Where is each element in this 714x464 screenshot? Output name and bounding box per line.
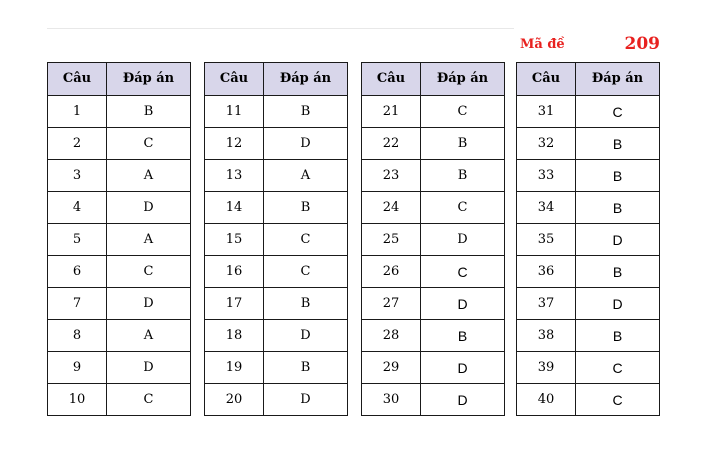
table-row [48, 160, 191, 192]
question-number: 11 [205, 96, 264, 128]
question-number: 26 [362, 256, 421, 288]
answer-letter: A [264, 160, 348, 192]
header-row [362, 63, 505, 96]
table-row [48, 224, 191, 256]
header-row [517, 63, 660, 96]
question-number: 18 [205, 320, 264, 352]
header-question: Câu [205, 63, 264, 96]
header-answer: Đáp án [576, 63, 660, 96]
table-row [48, 128, 191, 160]
header-question: Câu [362, 63, 421, 96]
question-number: 4 [48, 192, 107, 224]
answer-letter: D [264, 320, 348, 352]
table-row [205, 256, 348, 288]
question-number: 33 [517, 160, 576, 192]
answer-letter: D [107, 288, 191, 320]
table-row [517, 128, 660, 160]
table-row [362, 256, 505, 288]
answer-letter: B [264, 288, 348, 320]
answer-letter: B [264, 352, 348, 384]
table-row [205, 224, 348, 256]
table-row [48, 96, 191, 128]
answer-letter: B [421, 160, 505, 192]
table-row [517, 288, 660, 320]
table-row [517, 320, 660, 352]
table-row [48, 256, 191, 288]
answer-letter: B [421, 320, 505, 352]
question-number: 35 [517, 224, 576, 256]
question-number: 9 [48, 352, 107, 384]
header-answer: Đáp án [421, 63, 505, 96]
question-number: 32 [517, 128, 576, 160]
question-number: 2 [48, 128, 107, 160]
answer-letter: B [576, 320, 660, 352]
question-number: 36 [517, 256, 576, 288]
answer-block-4 [516, 62, 660, 416]
header-answer: Đáp án [107, 63, 191, 96]
table-row [48, 192, 191, 224]
table-row [205, 96, 348, 128]
table-row [362, 96, 505, 128]
answer-letter: D [421, 384, 505, 416]
table-row [205, 288, 348, 320]
question-number: 40 [517, 384, 576, 416]
question-number: 22 [362, 128, 421, 160]
answer-block-1 [47, 62, 191, 416]
table-row [517, 160, 660, 192]
question-number: 12 [205, 128, 264, 160]
question-number: 3 [48, 160, 107, 192]
table-row [48, 384, 191, 416]
table-row [362, 288, 505, 320]
table-row [517, 96, 660, 128]
question-number: 7 [48, 288, 107, 320]
question-number: 13 [205, 160, 264, 192]
answer-letter: A [107, 320, 191, 352]
question-number: 14 [205, 192, 264, 224]
table-row [205, 320, 348, 352]
table-row [362, 352, 505, 384]
answer-block-3 [361, 62, 505, 416]
answer-letter: C [264, 256, 348, 288]
answer-block-2 [204, 62, 348, 416]
table-row [362, 384, 505, 416]
exam-code-value: 209 [624, 34, 660, 54]
question-number: 16 [205, 256, 264, 288]
table-row [362, 160, 505, 192]
table-row [517, 352, 660, 384]
sheet-top-border [47, 28, 514, 29]
table-row [517, 384, 660, 416]
answer-letter: D [576, 224, 660, 256]
answer-letter: D [421, 224, 505, 256]
answer-letter: D [264, 384, 348, 416]
header-answer: Đáp án [264, 63, 348, 96]
question-number: 38 [517, 320, 576, 352]
answer-letter: D [421, 352, 505, 384]
answer-letter: C [421, 192, 505, 224]
table-row [205, 192, 348, 224]
table-row [205, 128, 348, 160]
table-row [362, 224, 505, 256]
table-row [517, 256, 660, 288]
question-number: 8 [48, 320, 107, 352]
answer-letter: C [576, 96, 660, 128]
table-row [362, 192, 505, 224]
question-number: 31 [517, 96, 576, 128]
question-number: 6 [48, 256, 107, 288]
answer-letter: D [421, 288, 505, 320]
answer-letter: C [421, 256, 505, 288]
question-number: 29 [362, 352, 421, 384]
question-number: 23 [362, 160, 421, 192]
answer-letter: B [107, 96, 191, 128]
question-number: 19 [205, 352, 264, 384]
answer-letter: B [264, 96, 348, 128]
question-number: 30 [362, 384, 421, 416]
answer-letter: A [107, 160, 191, 192]
table-row [362, 128, 505, 160]
table-row [48, 288, 191, 320]
question-number: 21 [362, 96, 421, 128]
question-number: 24 [362, 192, 421, 224]
question-number: 27 [362, 288, 421, 320]
answer-letter: B [576, 192, 660, 224]
answer-letter: A [107, 224, 191, 256]
answer-letter: C [576, 352, 660, 384]
question-number: 39 [517, 352, 576, 384]
question-number: 10 [48, 384, 107, 416]
answer-letter: B [576, 160, 660, 192]
answer-letter: C [107, 256, 191, 288]
question-number: 20 [205, 384, 264, 416]
question-number: 37 [517, 288, 576, 320]
question-number: 28 [362, 320, 421, 352]
question-number: 17 [205, 288, 264, 320]
question-number: 5 [48, 224, 107, 256]
answer-letter: C [107, 128, 191, 160]
table-row [517, 224, 660, 256]
exam-code-label: Mã đề [520, 37, 565, 52]
answer-letter: B [421, 128, 505, 160]
header-row [48, 63, 191, 96]
table-row [517, 192, 660, 224]
answer-letter: D [264, 128, 348, 160]
header-question: Câu [48, 63, 107, 96]
answer-letter: C [576, 384, 660, 416]
answer-letter: D [576, 288, 660, 320]
table-row [205, 160, 348, 192]
table-row [205, 352, 348, 384]
answer-letter: D [107, 192, 191, 224]
table-row [48, 320, 191, 352]
header-question: Câu [517, 63, 576, 96]
answer-letter: B [576, 128, 660, 160]
question-number: 34 [517, 192, 576, 224]
answer-letter: D [107, 352, 191, 384]
table-row [205, 384, 348, 416]
table-row [48, 352, 191, 384]
answer-letter: B [576, 256, 660, 288]
answer-letter: C [264, 224, 348, 256]
question-number: 1 [48, 96, 107, 128]
question-number: 25 [362, 224, 421, 256]
table-row [362, 320, 505, 352]
answer-letter: C [421, 96, 505, 128]
answer-letter: B [264, 192, 348, 224]
answer-letter: C [107, 384, 191, 416]
question-number: 15 [205, 224, 264, 256]
header-row [205, 63, 348, 96]
